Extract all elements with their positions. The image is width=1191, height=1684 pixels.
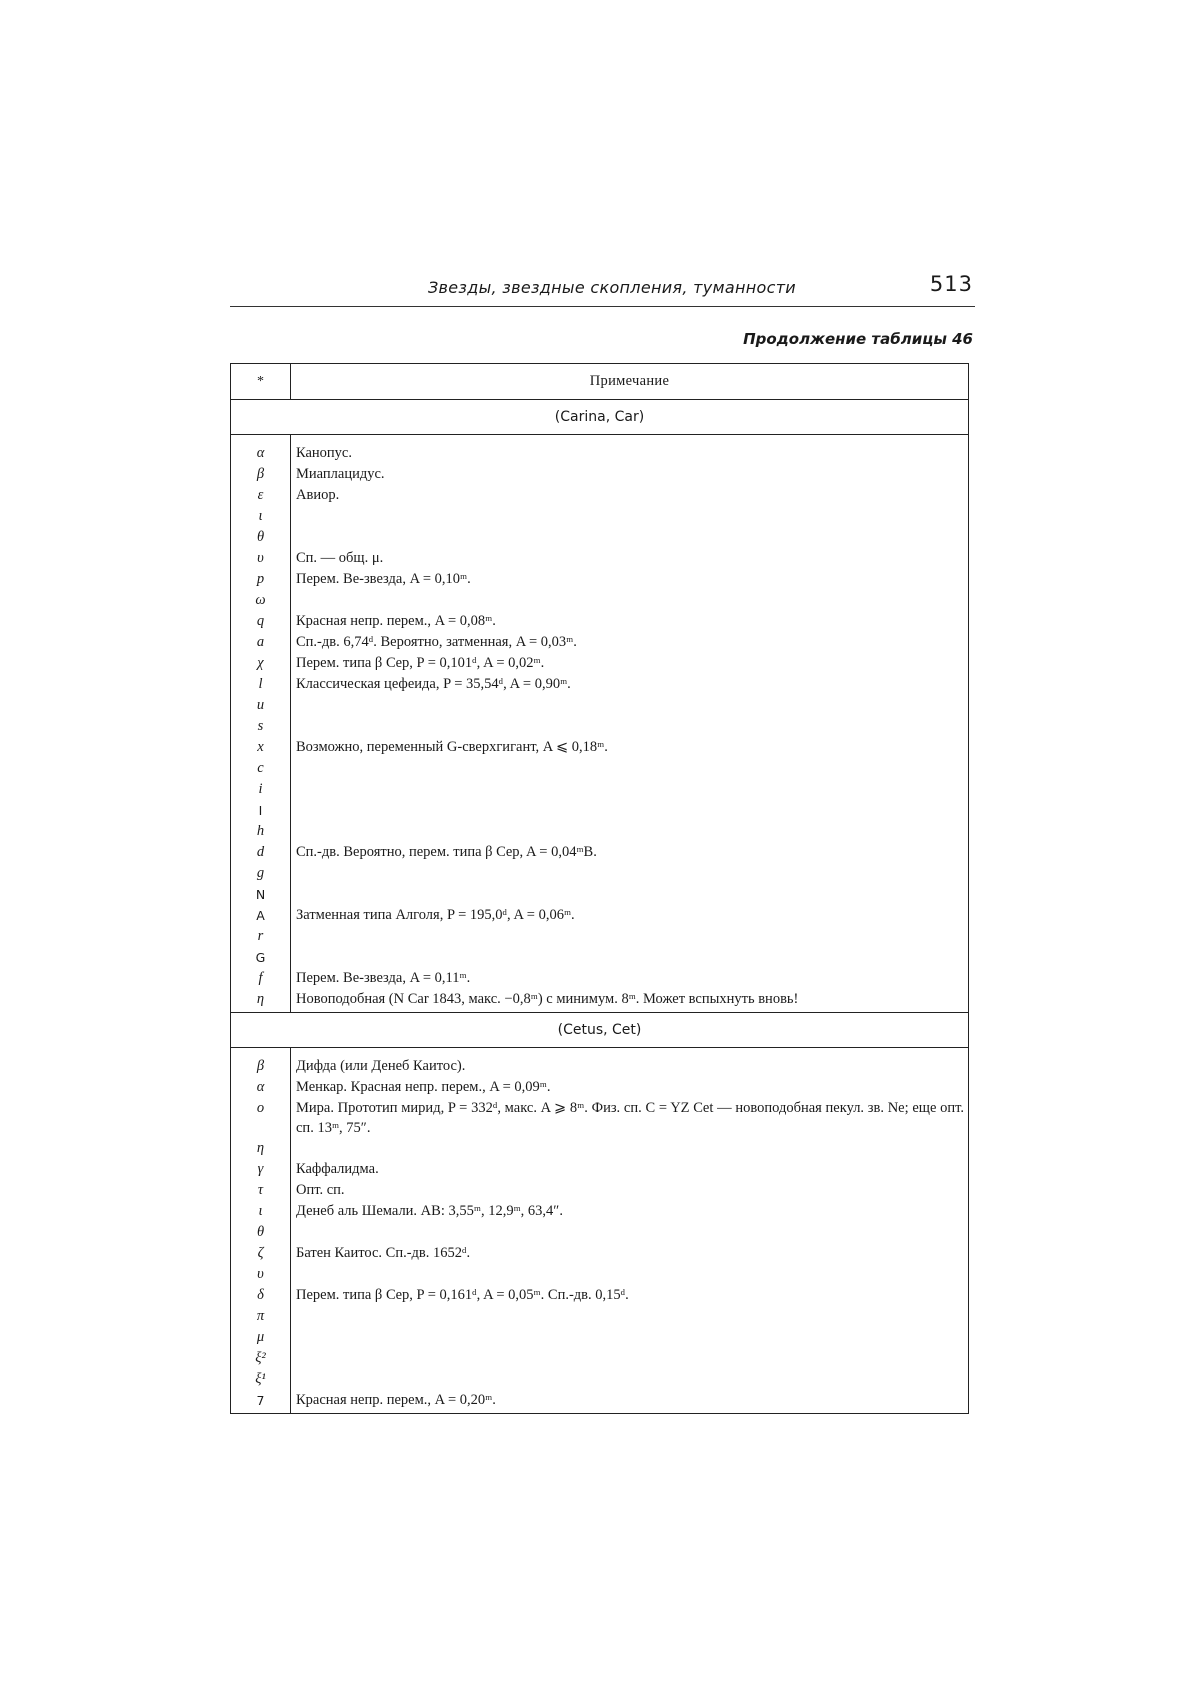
running-head	[230, 270, 975, 307]
star-note: Возможно, переменный G-сверхгигант, A ⩽ 0,18ᵐ.	[296, 739, 608, 755]
star-note: Сп. — общ. μ.	[296, 550, 384, 566]
section-heading-cetus: (Cetus, Cet)	[231, 1012, 968, 1048]
star-designation: 7	[256, 1393, 265, 1408]
star-designation: o	[256, 1100, 265, 1116]
star-note	[290, 926, 968, 947]
table-row	[231, 569, 968, 590]
table-row	[231, 800, 968, 821]
star-designation: h	[256, 823, 265, 839]
table-row	[231, 1159, 968, 1180]
star-designation: A	[256, 908, 265, 923]
star-note: Красная непр. перем., A = 0,08ᵐ.	[296, 613, 496, 629]
star-note	[290, 590, 968, 611]
star-note	[290, 1369, 968, 1390]
table-row	[231, 464, 968, 485]
table-row	[231, 527, 968, 548]
star-designation: p	[256, 571, 265, 587]
star-note	[290, 800, 968, 821]
table-row	[231, 1138, 968, 1159]
table-row	[231, 1222, 968, 1243]
table-row	[231, 947, 968, 968]
star-designation: g	[256, 865, 265, 881]
rows-cetus	[231, 1048, 968, 1413]
star-note: Перем. Ве-звезда, A = 0,10ᵐ.	[296, 571, 471, 587]
table-row	[231, 611, 968, 632]
star-note	[290, 1327, 968, 1348]
star-note: Новоподобная (N Car 1843, макс. −0,8ᵐ) с минимум. 8ᵐ. Может вспыхнуть вновь!	[296, 991, 799, 1007]
star-note: Перем. типа β Cep, P = 0,101ᵈ, A = 0,02ᵐ.	[296, 655, 545, 671]
star-note	[290, 506, 968, 527]
star-designation: d	[256, 844, 265, 860]
star-designation: η	[256, 991, 265, 1007]
table-row	[231, 1327, 968, 1348]
table-row	[231, 1201, 968, 1222]
star-note	[290, 758, 968, 779]
star-designation: η	[256, 1140, 265, 1156]
star-note	[290, 716, 968, 737]
section-body-cetus	[231, 1048, 968, 1413]
star-note: Перем. Ве-звезда, A = 0,11ᵐ.	[296, 970, 471, 986]
table-row	[231, 695, 968, 716]
star-note: Перем. типа β Cep, P = 0,161ᵈ, A = 0,05ᵐ. Сп.-дв. 0,15ᵈ.	[296, 1287, 629, 1303]
star-designation: ξ¹	[255, 1371, 266, 1387]
star-designation: I	[258, 803, 263, 818]
table-row	[231, 1243, 968, 1264]
star-note	[290, 884, 968, 905]
table-row	[231, 632, 968, 653]
star-note	[290, 779, 968, 800]
star-note: Менкар. Красная непр. перем., A = 0,09ᵐ.	[296, 1079, 551, 1095]
star-notes-table	[230, 363, 969, 1414]
star-note	[290, 947, 968, 968]
table-row	[231, 674, 968, 695]
table-row	[231, 968, 968, 989]
table-row	[231, 863, 968, 884]
star-designation: u	[256, 697, 265, 713]
star-note: Опт. сп.	[296, 1182, 345, 1198]
star-designation: β	[256, 1058, 265, 1074]
star-designation: α	[256, 445, 265, 461]
star-designation: q	[256, 613, 265, 629]
star-note: Авиор.	[296, 487, 340, 503]
star-designation: β	[256, 466, 265, 482]
table-row	[231, 1390, 968, 1411]
table-row	[231, 548, 968, 569]
table-row	[231, 1306, 968, 1327]
star-designation: r	[257, 928, 264, 944]
table-header-row	[231, 364, 968, 400]
table-row	[231, 1264, 968, 1285]
star-note	[290, 1222, 968, 1243]
table-row	[231, 884, 968, 905]
star-note: Канопус.	[296, 445, 352, 461]
star-note: Затменная типа Алголя, P = 195,0ᵈ, A = 0,06ᵐ.	[296, 907, 575, 923]
star-designation: μ	[256, 1329, 265, 1345]
table-row	[231, 506, 968, 527]
table-row	[231, 821, 968, 842]
star-designation: ζ	[257, 1245, 264, 1261]
header-note-column: Примечание	[589, 373, 670, 389]
star-designation: χ	[257, 655, 264, 671]
table-row	[231, 737, 968, 758]
star-note: Дифда (или Денеб Каитос).	[296, 1058, 466, 1074]
star-designation: ι	[258, 1203, 263, 1219]
star-note: Миаплацидус.	[296, 466, 385, 482]
table-row	[231, 989, 968, 1010]
table-row	[231, 758, 968, 779]
star-note: Сп.-дв. 6,74ᵈ. Вероятно, затменная, A = 0,03ᵐ.	[296, 634, 577, 650]
section-heading-carina: (Carina, Car)	[231, 400, 968, 435]
star-note	[290, 863, 968, 884]
table-row	[231, 443, 968, 464]
section-body-carina	[231, 435, 968, 1012]
table-row	[231, 842, 968, 863]
star-designation: i	[258, 781, 263, 797]
table-row	[231, 926, 968, 947]
star-designation: υ	[257, 550, 264, 566]
table-row	[231, 716, 968, 737]
star-note	[290, 1138, 968, 1159]
table-row	[231, 1180, 968, 1201]
star-designation: ι	[258, 508, 263, 524]
star-designation: γ	[257, 1161, 264, 1177]
rows-carina	[231, 435, 968, 1012]
table-row	[231, 779, 968, 800]
table-row	[231, 485, 968, 506]
star-designation: α	[256, 1079, 265, 1095]
star-note: Денеб аль Шемали. AB: 3,55ᵐ, 12,9ᵐ, 63,4″.	[296, 1203, 563, 1219]
table-row	[231, 1285, 968, 1306]
star-note	[290, 695, 968, 716]
star-designation: π	[256, 1308, 265, 1324]
star-designation: s	[257, 718, 264, 734]
star-note: Сп.-дв. Вероятно, перем. типа β Cep, A = 0,04ᵐB.	[296, 844, 597, 860]
star-designation: δ	[257, 1287, 264, 1303]
star-designation: G	[255, 950, 266, 965]
star-designation: ω	[255, 592, 266, 608]
star-note: Классическая цефеида, P = 35,54ᵈ, A = 0,90ᵐ.	[296, 676, 571, 692]
star-note	[290, 821, 968, 842]
star-designation: c	[257, 760, 264, 776]
star-note: Батен Каитос. Сп.-дв. 1652ᵈ.	[296, 1245, 471, 1261]
star-designation: l	[258, 676, 263, 692]
table-row	[231, 1348, 968, 1369]
star-designation: τ	[257, 1182, 264, 1198]
star-designation: ε	[257, 487, 264, 503]
table-row	[231, 1077, 968, 1098]
table-row	[231, 1098, 968, 1138]
star-note	[290, 527, 968, 548]
star-note	[290, 1348, 968, 1369]
star-note: Красная непр. перем., A = 0,20ᵐ.	[296, 1392, 496, 1408]
table-row	[231, 905, 968, 926]
table-row	[231, 1369, 968, 1390]
table-row	[231, 590, 968, 611]
running-head-title: Звезды, звездные скопления, туманности	[428, 278, 797, 297]
star-designation: x	[257, 739, 264, 755]
star-designation: ξ²	[255, 1350, 266, 1366]
page-number: 513	[929, 272, 973, 296]
header-star-column: *	[231, 364, 291, 399]
table-caption: Продолжение таблицы 46	[743, 330, 973, 348]
table-row	[231, 653, 968, 674]
table-row	[231, 1056, 968, 1077]
star-note: Каффалидма.	[296, 1161, 379, 1177]
star-designation: θ	[256, 529, 265, 545]
star-note: Мира. Прототип мирид, P = 332ᵈ, макс. A ⩾ 8ᵐ. Физ. сп. C = YZ Cet — новоподобная пекул. зв. Ne; еще опт. сп. 13ᵐ, 75″.	[296, 1100, 968, 1136]
star-note	[290, 1306, 968, 1327]
star-note	[290, 1264, 968, 1285]
star-designation: υ	[257, 1266, 264, 1282]
star-designation: N	[255, 887, 266, 902]
star-designation: θ	[256, 1224, 265, 1240]
star-designation: f	[258, 970, 263, 986]
star-designation: a	[256, 634, 265, 650]
